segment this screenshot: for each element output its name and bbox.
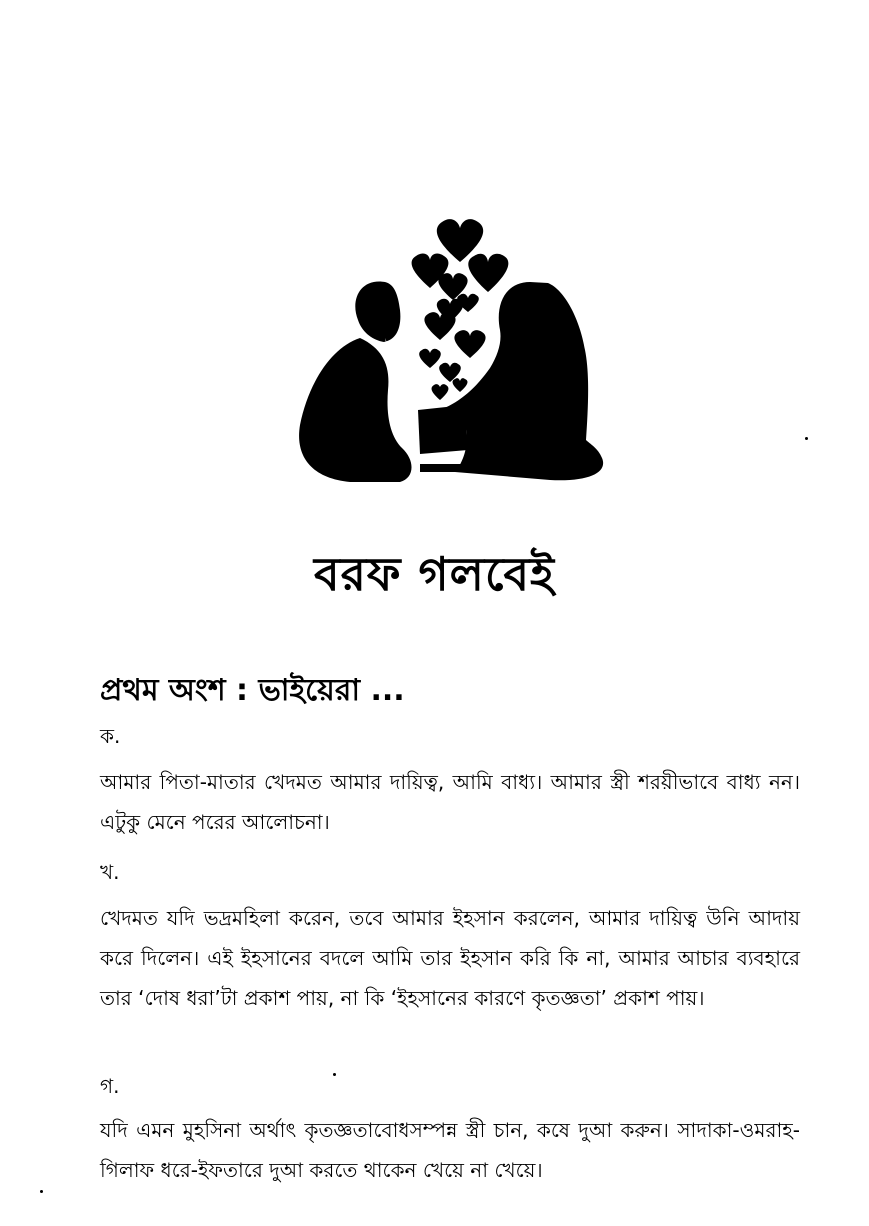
item-label: গ. [100, 1074, 120, 1098]
couple-with-hearts-illustration [290, 210, 620, 495]
item-label: খ. [100, 860, 120, 884]
man-silhouette [299, 282, 411, 482]
item-paragraph: খেদমত যদি ভদ্রমহিলা করেন, তবে আমার ইহসান করলেন, আমার দায়িত্ব উনি আদায় করে দিলেন। এই ইহসানের বদলে আমি তার ইহসান করি কি না, আমার আচার ব্যবহারে তার ‘দোষ ধরা’টা প্রকাশ পায়, না কি ‘ইহসানের কারণে কৃতজ্ঞতা’ প্রকাশ পায়। [100, 906, 800, 1010]
item-paragraph: আমার পিতা-মাতার খেদমত আমার দায়িত্ব, আমি বাধ্য। আমার স্ত্রী শরয়ীভাবে বাধ্য নন। এটুকু মেনে পরের আলোচনা। [100, 770, 800, 834]
section-heading: প্রথম অংশ : ভাইয়েরা ... [100, 673, 405, 708]
speck [40, 1190, 43, 1193]
chapter-title: বরফ গলবেই [314, 547, 555, 601]
item-paragraph: যদি এমন মুহসিনা অর্থাৎ কৃতজ্ঞতাবোধসম্পন্ন স্ত্রী চান, কষে দুআ করুন। সাদাকা-ওমরাহ-গিলাফ ধরে-ইফতারে দুআ করতে থাকেন খেয়ে না খেয়ে। [100, 1118, 800, 1182]
speck [805, 437, 808, 440]
item-label: ক. [100, 724, 121, 748]
speck [333, 1073, 336, 1076]
